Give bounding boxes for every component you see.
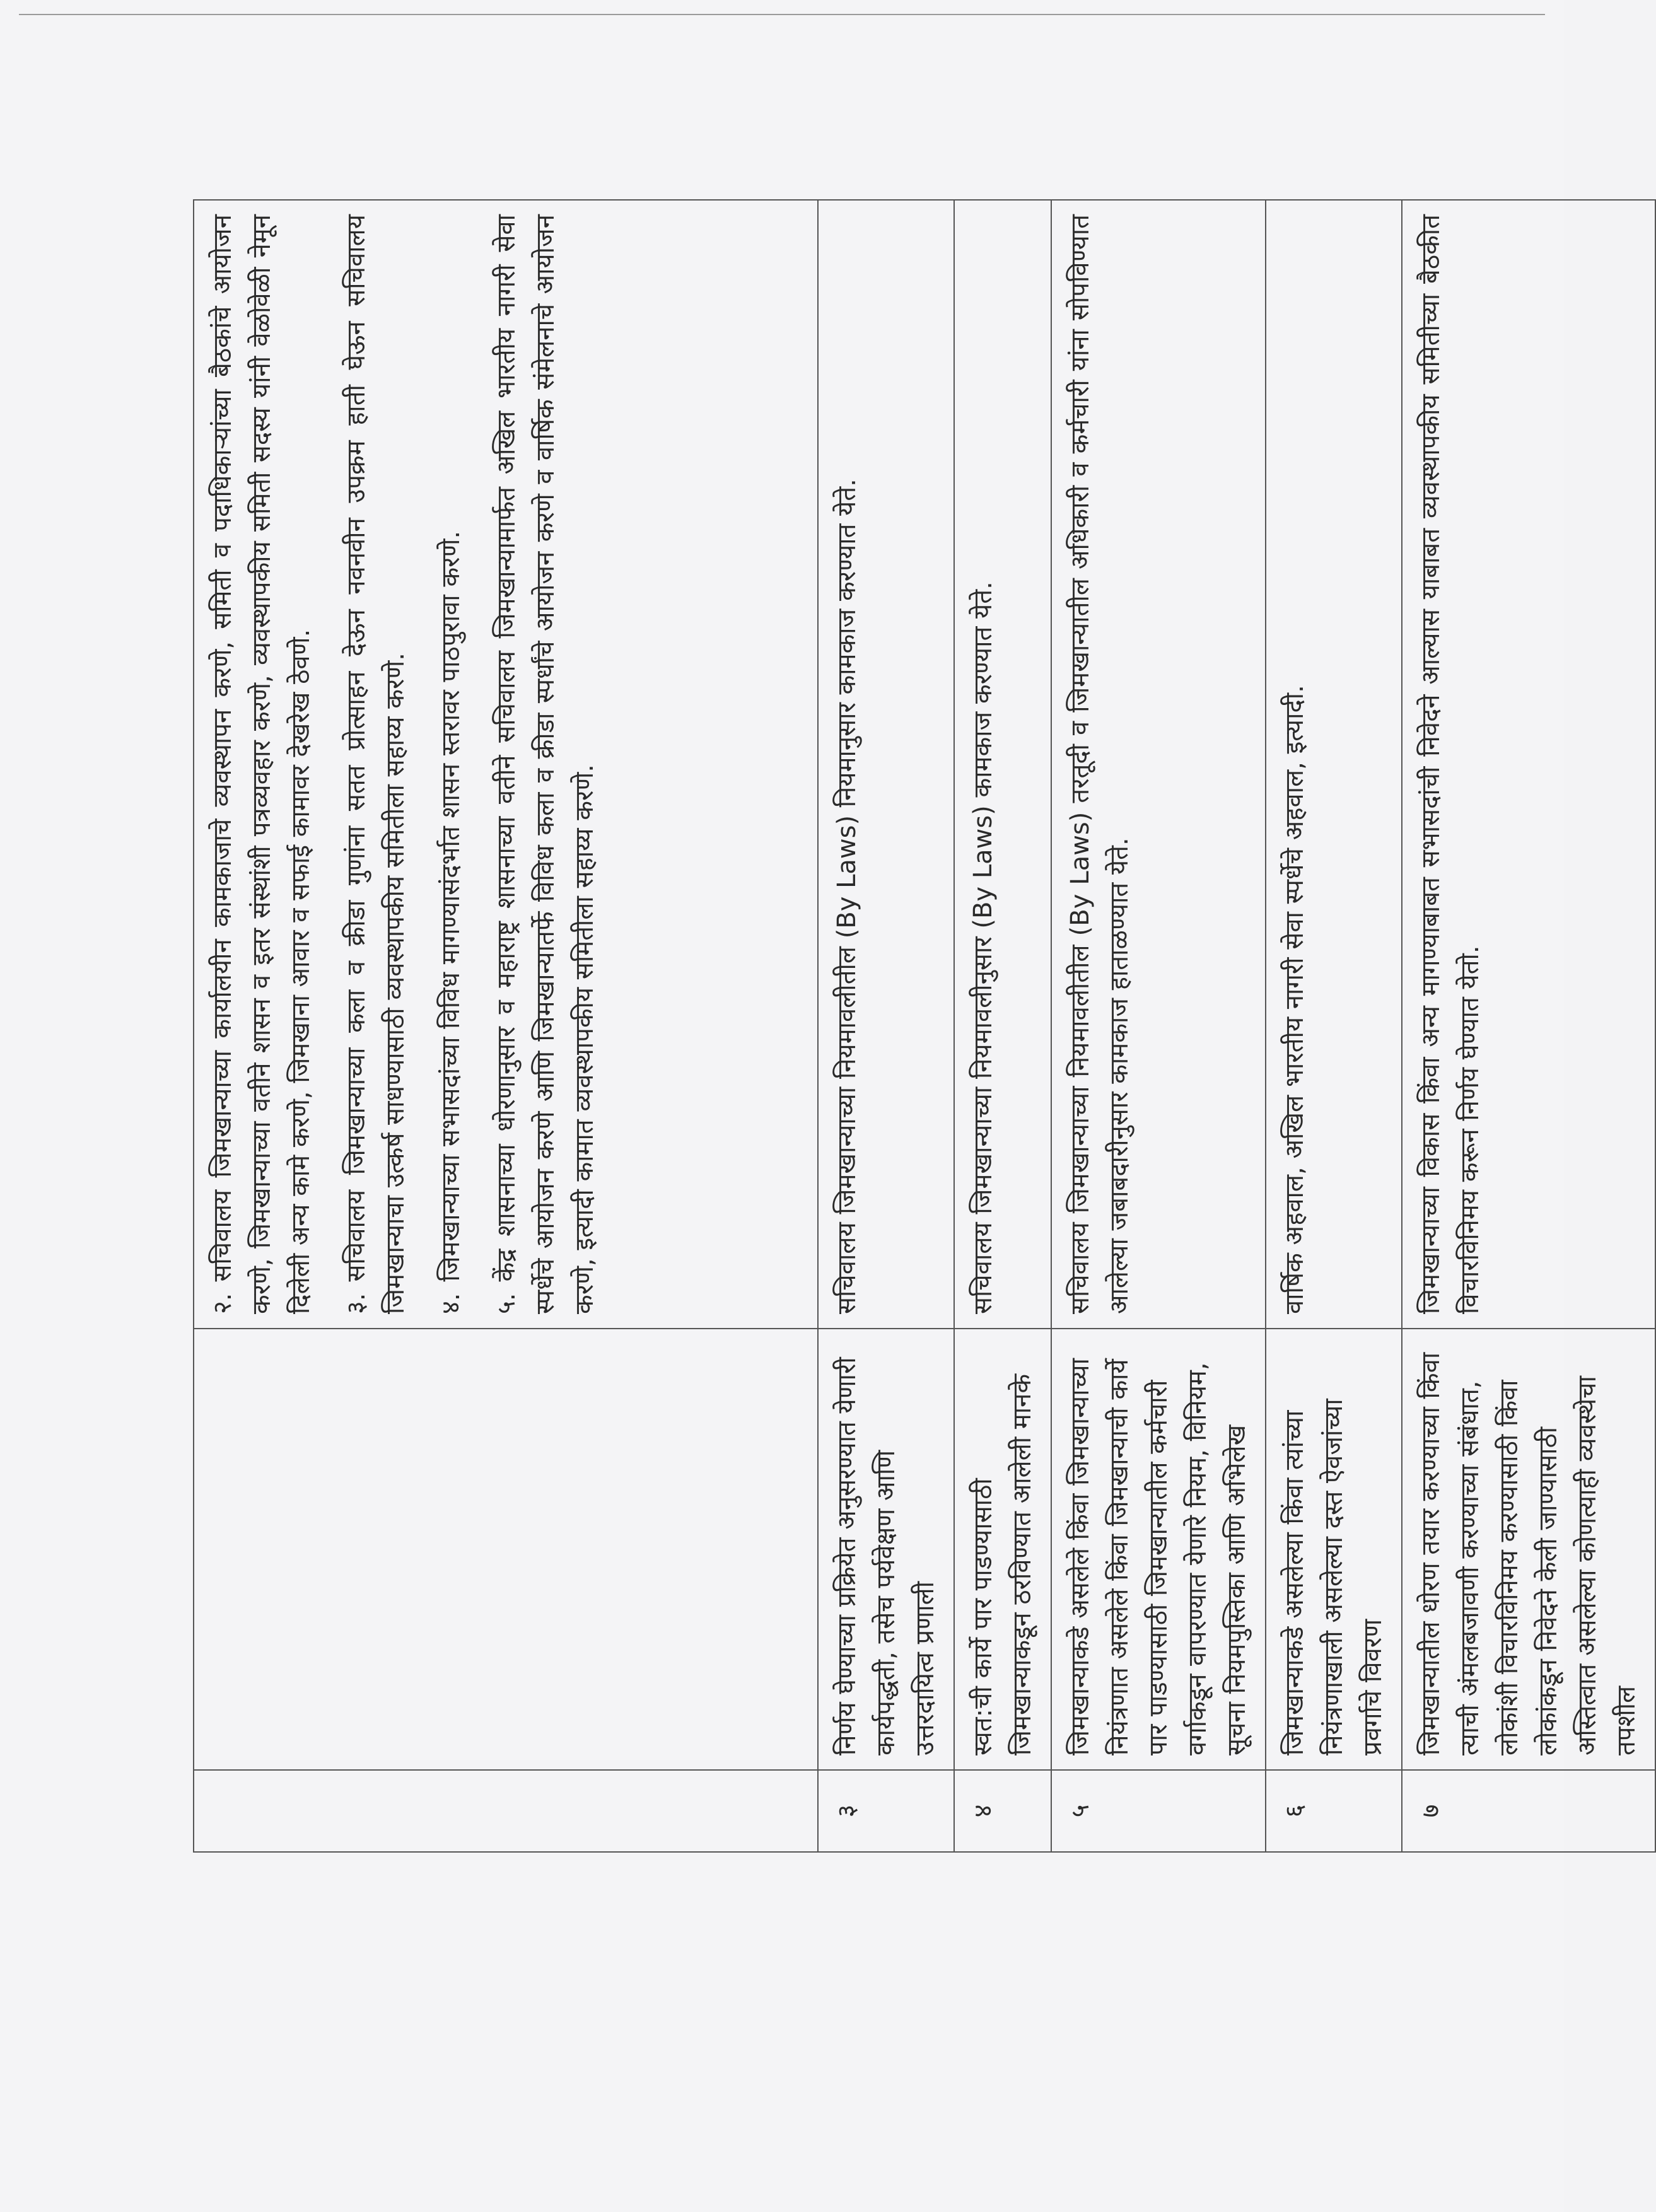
paragraph-text: सचिवालय जिमखान्याच्या कला व क्रीडा गुणांना सतत प्रोत्साहन देऊन नवनवीन उपक्रम हाती घेऊन सचिवालय जिमखान्याचा उत्कर्ष साधण्यासाठी व्यवस्थापकीय समितीला सहाय्य करणे. (342, 214, 410, 1314)
row-detail-cell (1402, 200, 1655, 1329)
row-detail-cell (1266, 200, 1402, 1329)
paragraph-number: ४. (436, 1293, 465, 1314)
paragraph-text: केंद्र शासनाच्या धोरणानुसार व महाराष्ट्र शासनाच्या वतीने सचिवालय जिमखान्यामार्फत अखिल भारतीय नागरी सेवा स्पर्धेचे आयोजन करणे आणि जिमखान्यातर्फे विविध कला व क्रीडा स्पर्धांचे आयोजन करणे व वार्षिक संमेलनाचे आयोजन करणे, इत्यादी कामात व्यवस्थापकीय समितीला सहाय्य करणे. (492, 214, 599, 1314)
row-subject-cell: जिमखान्याकडे असलेले किंवा जिमखान्याच्या नियंत्रणात असलेले किंवा जिमखान्याची कार्ये पार पाडण्यासाठी जिमखान्यातील कर्मचारी वर्गाकडून वापरण्यात येणारे नियम, विनियम, सूचना नियमपुस्तिका आणि अभिलेख (1051, 1329, 1266, 1770)
detail-paragraph: सचिवालय जिमखान्याच्या नियमावलीनुसार (By Laws) कामकाज करण्यात येते. (969, 581, 998, 1314)
row-number-cell: ७ (1402, 1770, 1655, 1852)
detail-paragraph: वार्षिक अहवाल, अखिल भारतीय नागरी सेवा स्पर्धेचे अहवाल, इत्यादी. (1280, 685, 1309, 1314)
table-row (1051, 200, 1266, 1852)
rotated-table-container (193, 201, 1641, 1853)
row-subject-cell: जिमखान्याकडे असलेल्या किंवा त्यांच्या नियंत्रणाखाली असलेल्या दस्त ऐवजांच्या प्रवर्गाचे विवरण (1266, 1329, 1402, 1770)
row-subject-cell: जिमखान्यातील धोरण तयार करण्याच्या किंवा त्याची अंमलबजावणी करण्याच्या संबंधात, लोकांशी विचारविनिमय करण्यासाठी किंवा लोकांकडून निवेदने केली जाण्यासाठी अस्तित्वात असलेल्या कोणत्याही व्यवस्थेचा तपशील (1402, 1329, 1655, 1770)
row-number-cell: ६ (1266, 1770, 1402, 1852)
row-number-cell: ५ (1051, 1770, 1266, 1852)
information-table (193, 199, 1656, 1853)
detail-paragraph (203, 214, 320, 1314)
row-detail-cell (818, 200, 954, 1329)
detail-paragraph (487, 214, 604, 1314)
detail-paragraph: सचिवालय जिमखान्याच्या नियमावलीतील (By Laws) नियमानुसार कामकाज करण्यात येते. (832, 479, 861, 1314)
table-row (954, 200, 1051, 1852)
row-detail-cell (1051, 200, 1266, 1329)
paragraph-text: जिमखान्याच्या सभासदांच्या विविध मागण्यासंदर्भात शासन स्तरावर पाठपुरावा करणे. (436, 530, 465, 1282)
row-number-cell (194, 1770, 818, 1852)
table-row (1402, 200, 1655, 1852)
row-detail-cell (954, 200, 1051, 1329)
detail-paragraph (431, 214, 470, 1314)
paragraph-number: ३. (342, 1293, 371, 1314)
detail-paragraph: जिमखान्याच्या विकास किंवा अन्य मागण्याबाबत सभासदांची निवेदने आल्यास याबाबत व्यवस्थापकीय समितीच्या बैठकीत विचारविनिमय करून निर्णय घेण्यात येतो. (1416, 214, 1484, 1314)
paragraph-text: सचिवालय जिमखान्याच्या कार्यालयीन कामकाजाचे व्यवस्थापन करणे, समिती व पदाधिकाऱ्यांच्या बैठकांचे आयोजन करणे, जिमखान्याच्या वतीने शासन व इतर संस्थांशी पत्रव्यवहार करणे, व्यवस्थापकीय समिती सदस्य यांनी वेळोवेळी नेमून दिलेली अन्य कामे करणे, जिमखाना आवार व सफाई कामावर देखरेख ठेवणे. (208, 214, 315, 1314)
row-subject-cell: निर्णय घेण्याच्या प्रक्रियेत अनुसरण्यात येणारी कार्यपद्धती, तसेच पर्यवेक्षण आणि उत्तरदायित्व प्रणाली (818, 1329, 954, 1770)
detail-paragraph: सचिवालय जिमखान्याच्या नियमावलीतील (By Laws) तरतूदी व जिमखान्यातील अधिकारी व कर्मचारी यांना सोपविण्यात आलेल्या जबाबदारीनुसार कामकाज हाताळण्यात येते. (1066, 214, 1134, 1314)
row-subject-cell: स्वत:ची कार्ये पार पाडण्यासाठी जिमखान्याकडून ठरविण्यात आलेली मानके (954, 1329, 1051, 1770)
row-subject-cell (194, 1329, 818, 1770)
row-number-cell: ३ (818, 1770, 954, 1852)
row-number-cell: ४ (954, 1770, 1051, 1852)
table-row (1266, 200, 1402, 1852)
scan-edge-line (19, 14, 1545, 15)
row-detail-cell (194, 200, 818, 1329)
detail-paragraph (337, 214, 415, 1314)
table-row (194, 200, 818, 1852)
paragraph-number: २. (208, 1293, 237, 1314)
paragraph-number: ५. (492, 1293, 521, 1314)
table-row (818, 200, 954, 1852)
